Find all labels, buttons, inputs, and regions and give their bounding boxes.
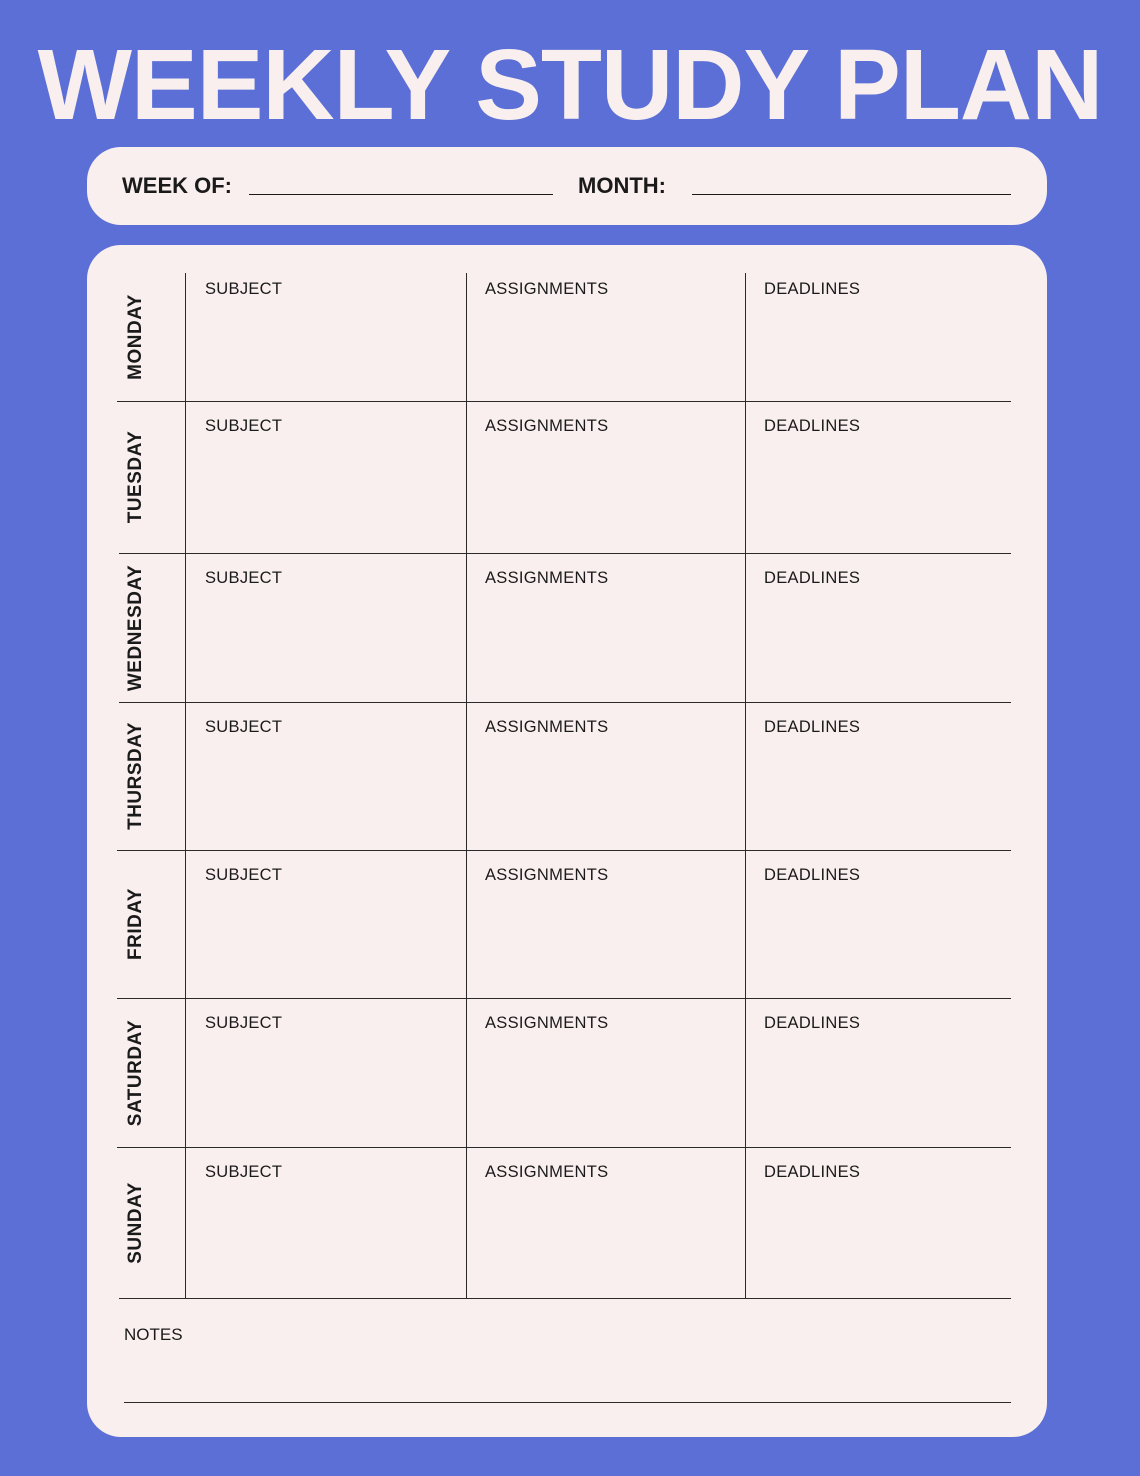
assignments-cell[interactable]: ASSIGNMENTS [485, 569, 609, 587]
header-card [87, 147, 1047, 225]
day-row-saturday [87, 998, 1047, 1147]
subject-cell[interactable]: SUBJECT [205, 1014, 283, 1032]
assignments-cell[interactable]: ASSIGNMENTS [485, 866, 609, 884]
deadlines-cell[interactable]: DEADLINES [764, 417, 861, 435]
subject-cell[interactable]: SUBJECT [205, 1163, 283, 1181]
divider [466, 702, 467, 850]
month-field[interactable] [692, 194, 1011, 195]
day-label-tuesday: TUESDAY [125, 430, 146, 524]
deadlines-cell[interactable]: DEADLINES [764, 280, 861, 298]
divider [185, 1147, 186, 1298]
month-label: MONTH: [578, 173, 666, 198]
day-label-monday: MONDAY [125, 294, 146, 380]
deadlines-cell[interactable]: DEADLINES [764, 569, 861, 587]
day-row-wednesday [87, 553, 1047, 702]
day-label-friday: FRIDAY [125, 888, 146, 960]
week-of-field[interactable] [249, 194, 553, 195]
divider [466, 850, 467, 998]
day-row-monday [87, 273, 1047, 401]
divider [745, 553, 746, 702]
divider [185, 702, 186, 850]
divider [466, 998, 467, 1147]
planner-grid [87, 245, 1047, 1437]
divider [185, 850, 186, 998]
week-of-label: WEEK OF: [122, 173, 232, 198]
divider [466, 273, 467, 401]
divider [466, 401, 467, 553]
divider [185, 401, 186, 553]
divider [745, 273, 746, 401]
subject-cell[interactable]: SUBJECT [205, 569, 283, 587]
subject-cell[interactable]: SUBJECT [205, 718, 283, 736]
assignments-cell[interactable]: ASSIGNMENTS [485, 718, 609, 736]
day-label-wednesday: WEDNESDAY [125, 564, 146, 691]
day-row-friday [87, 850, 1047, 998]
divider [745, 998, 746, 1147]
page-title: WEEKLY STUDY PLAN [37, 29, 1103, 141]
divider [745, 702, 746, 850]
divider [466, 1147, 467, 1298]
subject-cell[interactable]: SUBJECT [205, 280, 283, 298]
divider [745, 850, 746, 998]
deadlines-cell[interactable]: DEADLINES [764, 866, 861, 884]
divider [745, 1147, 746, 1298]
day-row-thursday [87, 702, 1047, 850]
day-label-thursday: THURSDAY [125, 722, 146, 830]
subject-cell[interactable]: SUBJECT [205, 417, 283, 435]
deadlines-cell[interactable]: DEADLINES [764, 1163, 861, 1181]
day-row-tuesday [87, 401, 1047, 553]
notes-label: NOTES [124, 1325, 183, 1344]
divider [745, 401, 746, 553]
divider [466, 553, 467, 702]
divider [185, 273, 186, 401]
divider [185, 998, 186, 1147]
day-label-sunday: SUNDAY [125, 1181, 146, 1264]
assignments-cell[interactable]: ASSIGNMENTS [485, 280, 609, 298]
assignments-cell[interactable]: ASSIGNMENTS [485, 1014, 609, 1032]
row-divider [119, 1298, 1011, 1299]
deadlines-cell[interactable]: DEADLINES [764, 1014, 861, 1032]
notes-field[interactable] [124, 1402, 1011, 1403]
assignments-cell[interactable]: ASSIGNMENTS [485, 417, 609, 435]
day-label-saturday: SATURDAY [125, 1019, 146, 1126]
assignments-cell[interactable]: ASSIGNMENTS [485, 1163, 609, 1181]
divider [185, 553, 186, 702]
subject-cell[interactable]: SUBJECT [205, 866, 283, 884]
deadlines-cell[interactable]: DEADLINES [764, 718, 861, 736]
day-row-sunday [87, 1147, 1047, 1298]
